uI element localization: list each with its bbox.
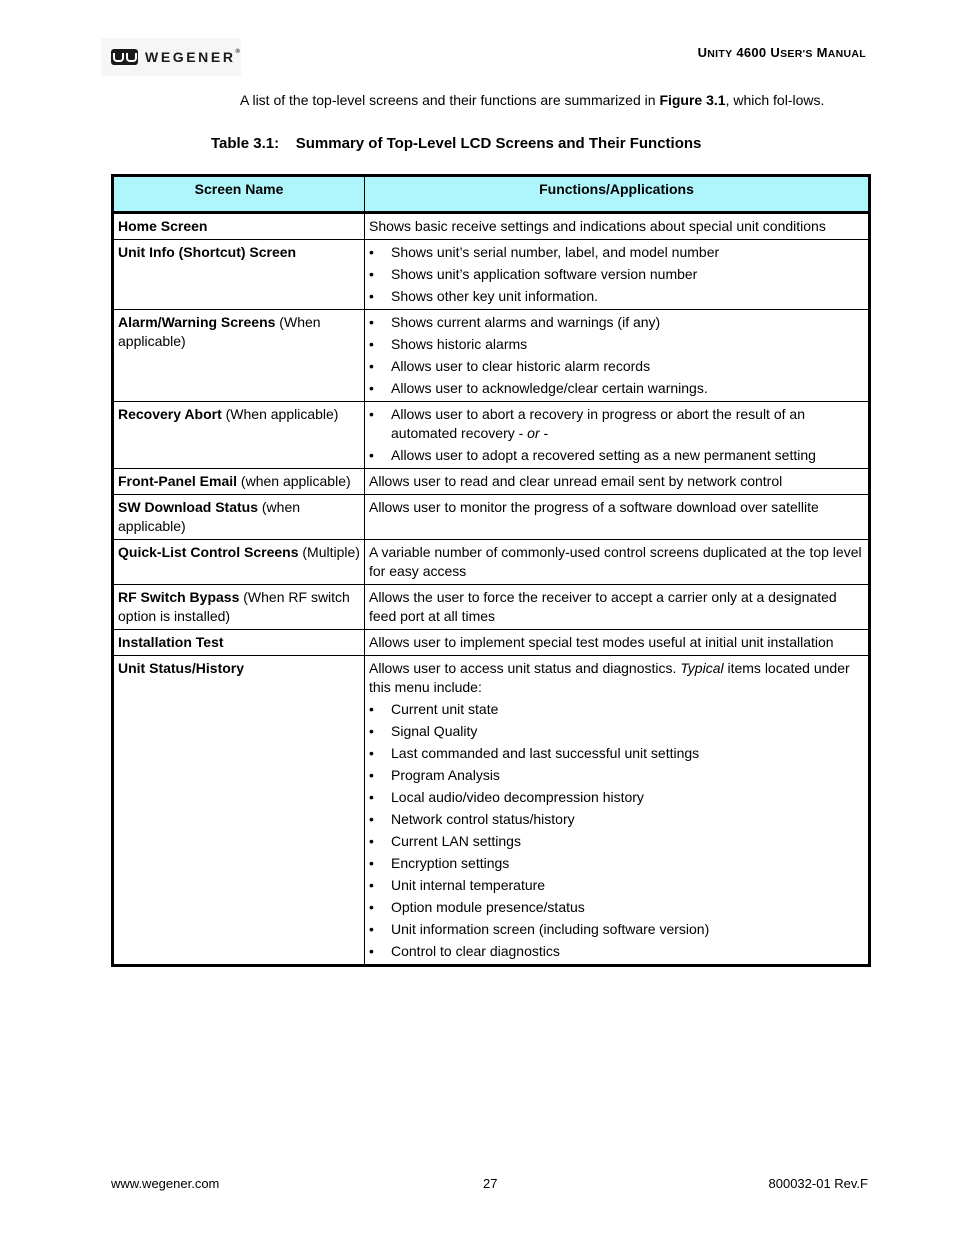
functions-cell: [365, 402, 870, 469]
screen-name-note: (Multiple): [298, 544, 360, 560]
list-item: • Shows unit’s application software version number: [369, 265, 864, 284]
screen-name: Front-Panel Email: [118, 473, 238, 489]
list-item: • Allows user to clear historic alarm records: [369, 357, 864, 376]
screen-name: Unit Status/History: [118, 660, 245, 676]
functions-cell: [365, 213, 870, 240]
screen-name-cell: [113, 495, 365, 540]
function-list: [369, 405, 864, 465]
table-row: [113, 402, 870, 469]
running-head: UNITY 4600 USER'S MANUAL: [697, 45, 866, 60]
screen-name: Unit Info (Shortcut) Screen: [118, 244, 297, 260]
screen-name: Alarm/Warning Screens: [118, 314, 276, 330]
screen-name: Home Screen: [118, 218, 208, 234]
list-item: • Encryption settings: [369, 854, 864, 873]
function-description: Allows user to access unit status and diagnostics. Typical items located under this menu include:: [369, 660, 850, 695]
table-row: [113, 310, 870, 402]
list-item: • Local audio/video decompression history: [369, 788, 864, 807]
screen-name-note: (When RF switch option is installed): [118, 589, 350, 624]
screen-name-cell: [113, 213, 365, 240]
functions-cell: [365, 630, 870, 656]
function-description: A variable number of commonly-used control screens duplicated at the top level for easy access: [369, 544, 862, 579]
screen-name: Quick-List Control Screens: [118, 544, 299, 560]
column-header-functions: Functions/Applications: [365, 176, 870, 213]
screen-name: Installation Test: [118, 634, 224, 650]
functions-cell: [365, 310, 870, 402]
table-row: [113, 585, 870, 630]
functions-cell: [365, 585, 870, 630]
wegener-logo-mark-icon: [111, 49, 138, 65]
list-item: • Program Analysis: [369, 766, 864, 785]
list-item: • Allows user to abort a recovery in progress or abort the result of an automated recovery - or -: [369, 405, 864, 443]
list-item: • Unit internal temperature: [369, 876, 864, 895]
table-caption-label: Table 3.1:: [211, 135, 280, 152]
table-row: [113, 469, 870, 495]
screen-name-note: (when applicable): [237, 473, 351, 489]
list-item: • Network control status/history: [369, 810, 864, 829]
list-item: • Current unit state: [369, 700, 864, 719]
table-row: [113, 540, 870, 585]
screen-name-cell: [113, 402, 365, 469]
function-list: [369, 243, 864, 306]
screen-name-cell: [113, 630, 365, 656]
function-description: Allows the user to force the receiver to accept a carrier only at a designated feed port at all times: [369, 589, 837, 624]
screen-name-cell: [113, 469, 365, 495]
screen-name-cell: [113, 310, 365, 402]
function-description: Shows basic receive settings and indications about special unit conditions: [369, 218, 826, 234]
screen-name: Recovery Abort: [118, 406, 222, 422]
list-item: • Allows user to adopt a recovered setting as a new permanent setting: [369, 446, 864, 465]
screen-name-cell: [113, 540, 365, 585]
intro-paragraph: A list of the top-level screens and their functions are summarized in Figure 3.1, which fol-lows.: [240, 92, 825, 108]
screen-name: SW Download Status: [118, 499, 258, 515]
function-list: [369, 313, 864, 398]
screens-summary-table: [111, 174, 871, 967]
functions-cell: [365, 540, 870, 585]
figure-reference: Figure 3.1: [659, 92, 726, 108]
functions-cell: [365, 656, 870, 966]
screen-name-note: (when applicable): [118, 499, 301, 534]
functions-cell: [365, 240, 870, 310]
wegener-logo: [101, 38, 241, 76]
function-description: Allows user to implement special test modes useful at initial unit installation: [369, 634, 834, 650]
list-item: • Unit information screen (including software version): [369, 920, 864, 939]
footer-website: www.wegener.com: [111, 1176, 220, 1191]
list-item: • Control to clear diagnostics: [369, 942, 864, 961]
list-item: • Signal Quality: [369, 722, 864, 741]
function-list: [369, 700, 864, 961]
list-item: • Shows other key unit information.: [369, 287, 864, 306]
table-row: [113, 240, 870, 310]
screen-name-note: (When applicable): [118, 314, 321, 349]
column-header-screen-name: Screen Name: [113, 176, 365, 213]
functions-cell: [365, 495, 870, 540]
screen-name-cell: [113, 585, 365, 630]
list-item: • Shows current alarms and warnings (if any): [369, 313, 864, 332]
table-row: [113, 213, 870, 240]
list-item: • Shows historic alarms: [369, 335, 864, 354]
table-body: [113, 213, 870, 966]
table-row: [113, 495, 870, 540]
list-item: • Last commanded and last successful unit settings: [369, 744, 864, 763]
function-description: Allows user to read and clear unread email sent by network control: [369, 473, 783, 489]
table-row: [113, 656, 870, 966]
table-caption-title: Summary of Top-Level LCD Screens and Their Functions: [295, 135, 702, 152]
brand-name: WEGENER®: [145, 49, 240, 65]
table-caption: [211, 135, 701, 152]
screen-name-cell: [113, 240, 365, 310]
table-row: [113, 630, 870, 656]
list-item: • Current LAN settings: [369, 832, 864, 851]
screen-name-cell: [113, 656, 365, 966]
footer-page-number: 27: [483, 1176, 498, 1191]
screen-name: RF Switch Bypass: [118, 589, 240, 605]
screen-name-note: (When applicable): [221, 406, 339, 422]
list-item: • Allows user to acknowledge/clear certain warnings.: [369, 379, 864, 398]
list-item: • Shows unit’s serial number, label, and model number: [369, 243, 864, 262]
table-header-row: [113, 176, 870, 213]
footer-document-id: 800032-01 Rev.F: [768, 1176, 868, 1191]
functions-cell: [365, 469, 870, 495]
function-description: Allows user to monitor the progress of a software download over satellite: [369, 499, 819, 515]
list-item: • Option module presence/status: [369, 898, 864, 917]
